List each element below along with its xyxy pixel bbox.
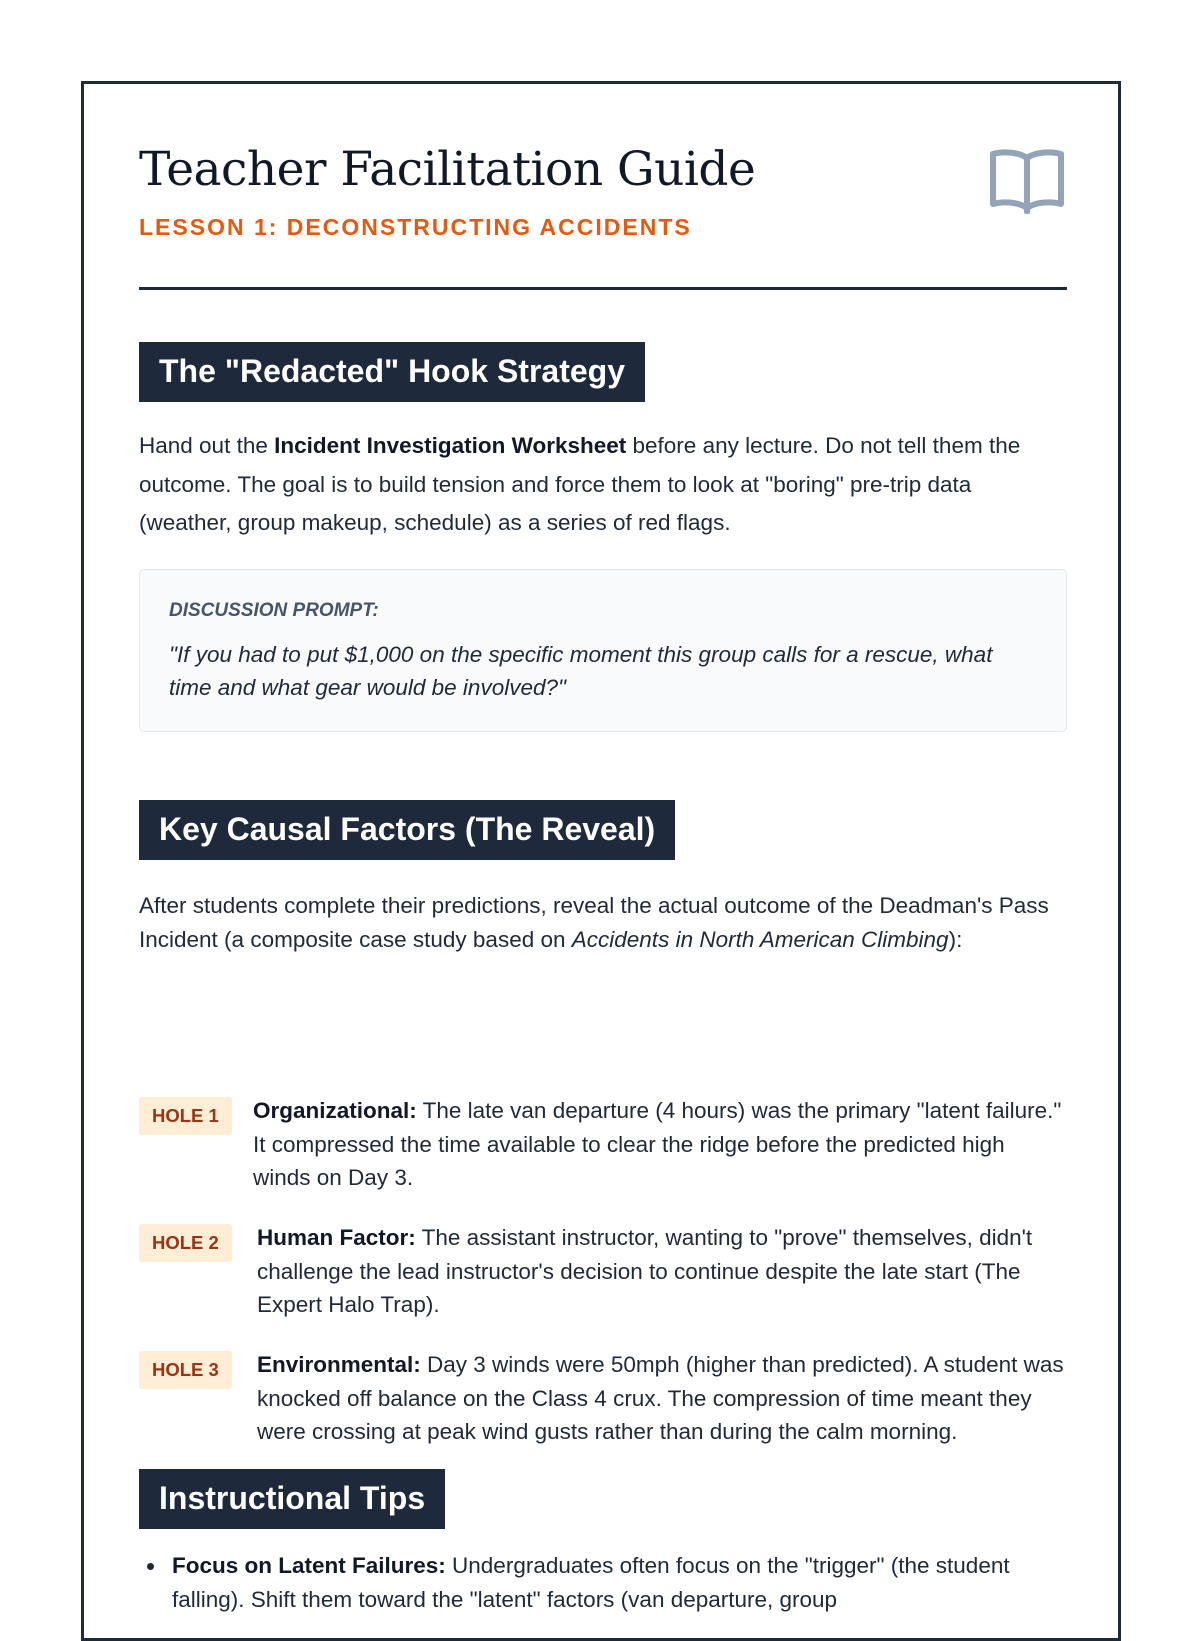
factors-intro-end: ): [948, 926, 963, 952]
hole-badge: HOLE 1 [139, 1097, 232, 1135]
hook-para-end: before any lecture. Do not tell them the outcome. The goal is to build tension and force them to look at "boring" pre-trip data (weather, group makeup, schedule) as a series of red flags. [139, 433, 1021, 535]
hole-text: The late van departure (4 hours) was the primary "latent failure." It compressed the time available to clear the ridge before the predicted high winds on Day 3. [253, 1098, 1062, 1190]
hole-text: Day 3 winds were 50mph (higher than predicted). A student was knocked off balance on the Class 4 crux. The compression of time meant they were crossing at peak wind gusts rather than during the calm morning. [257, 1352, 1064, 1444]
discussion-prompt-box [139, 569, 1067, 732]
hole-description [253, 1094, 1067, 1195]
hole-label: Environmental: [257, 1352, 421, 1377]
guide-page [81, 81, 1121, 1641]
page-header [139, 84, 1067, 290]
lesson-subtitle: LESSON 1: DECONSTRUCTING ACCIDENTS [139, 214, 692, 240]
hole-label: Organizational: [253, 1098, 417, 1123]
section-heading-tips: Instructional Tips [139, 1469, 445, 1529]
discussion-prompt-text: "If you had to put $1,000 on the specific moment this group calls for a rescue, what time and what gear would be involved?" [169, 642, 993, 700]
tips-list [172, 1549, 1067, 1616]
hole-text: The assistant instructor, wanting to "prove" themselves, didn't challenge the lead instructor's decision to continue despite the late start (The Expert Halo Trap). [257, 1225, 1033, 1317]
hook-paragraph [139, 427, 1067, 543]
list-item [172, 1549, 1067, 1616]
hole-label: Human Factor: [257, 1225, 416, 1250]
factors-intro-start: After students complete their predictions, reveal the actual outcome of the Deadman's Pass Incident (a composite case study based on [139, 893, 1049, 952]
section-heading-factors: Key Causal Factors (The Reveal) [139, 800, 675, 860]
hole-description [257, 1348, 1067, 1449]
section-heading-hook: The "Redacted" Hook Strategy [139, 342, 645, 402]
tip-text: Undergraduates often focus on the "trigger" (the student falling). Shift them toward the "latent" factors (van departure, group [172, 1553, 1010, 1612]
source-title: Accidents in North American Climbing [571, 926, 949, 952]
tip-label: Focus on Latent Failures: [172, 1553, 446, 1578]
hole-badge: HOLE 3 [139, 1351, 232, 1389]
hook-para-start: Hand out the [139, 433, 275, 458]
discussion-prompt-label: DISCUSSION PROMPT: [169, 600, 379, 621]
hole-badge: HOLE 2 [139, 1224, 232, 1262]
worksheet-name: Incident Investigation Worksheet [274, 433, 627, 458]
book-open-icon [989, 146, 1065, 214]
page-title: Teacher Facilitation Guide [139, 142, 756, 197]
factors-intro [139, 889, 1067, 956]
page-content [139, 84, 1067, 1612]
hole-description [257, 1221, 1067, 1322]
